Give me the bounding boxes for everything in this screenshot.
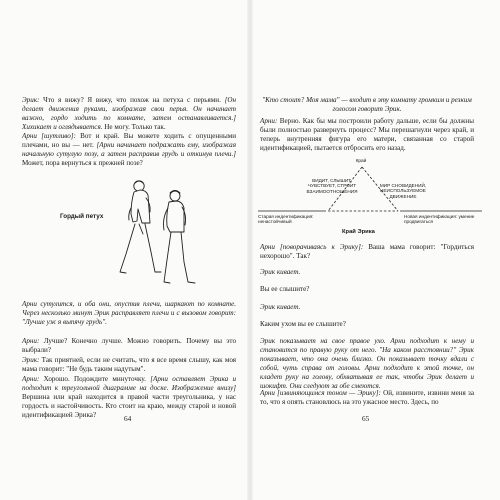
right-para3-text: Ваша мама говорит: "Гордиться нехорошо". Так? [260,243,474,261]
speaker-arni: Арни: [22,337,40,345]
page-number-right: 65 [362,414,370,423]
right-paragraph-3 [260,243,474,261]
right-para3-stage: [поворачиваясь к Эрику]: [274,243,364,251]
right-para9-stage: [извиняющимся тоном — Эрику]: [274,389,381,397]
right-line-5 [260,285,474,294]
left-para6-stage: [Арни оставляет Эрика и подходит к треугольной диаграмме на доске. Изображение внизу] [22,375,237,393]
diagram-title: Край Эрика [342,229,375,235]
right-paragraph-1 [260,96,474,114]
left-para6-tail: Вершина или край находится в правой части треугольника, у нас гордость и настойчивость. Кто стоит на краю, между старой и новой идентификацией Эрика? [22,393,236,420]
left-paragraph-4 [22,337,236,355]
left-para1-tail: Не могу. Только так. [102,123,166,132]
left-para2-stage: [шутливо]: [36,132,76,140]
left-para1-text: Что я вижу? Я вижу, что похож на петуха с перьями. [39,96,221,104]
diagram-right-label: МИР СНОВИДЕНИЙ, НЕИСПОЛЬЗУЕМОЕ ДВИЖЕНИЕ [379,183,427,199]
left-page [0,0,248,500]
left-para2-text: Вот и край. Вы можете ходить с опущенными плечами, но вы — нет. [22,132,236,150]
speaker-arni: Арни [22,132,37,140]
left-paragraph-1 [22,96,236,132]
left-para6-text: Хорошо. Подождите минуточку. [39,375,146,383]
left-para3-text: Арни сутулится, и оба они, опустив плечи, шаркают по комнате. Через несколько минут Эрик расправляет плечи и с вызовом говорит: "Лучше уж я выпячу грудь". [22,300,236,327]
speaker-arni: Арни [260,243,275,251]
left-para5-text: Так приятней, если не считать, что я все время слышу, как моя мама говорит: "Не будь таким надутым". [22,356,236,374]
left-paragraph-2 [22,132,236,168]
proud-rooster-illustration [118,174,208,294]
right-paragraph-8 [260,337,474,391]
diagram-new-identity: Новая индентификация: умение продвигаться [404,214,475,225]
right-para8-text: Эрик показывает на свое правое ухо. Арни подходит к нему и становится по правую руку от него. "На каком расстоянии?" Эрик показывает, что она очень близко. Он показывает точку вдали с собой, чуть справа от головы. Арни подходит к этой точке, он кладет руку на голову, обхватывая ее так, чтобы Эрик делает и шокифт. Они следуют за обе смеются. [260,337,474,391]
speaker-arni: Арни: [260,117,278,125]
right-line4-text: Эрик кивает. [260,268,301,276]
diagram-top-label: Край [355,158,367,163]
left-para2-stage2: [Арни начинает подражать ему, изображая начальную сутулую позу, а затем расправив грудь и откинув плечи.] [22,141,237,159]
left-para1-stage2: Хихикает и оглядывается. [22,123,103,132]
right-line-6 [260,303,474,312]
right-line-7 [260,320,474,329]
right-line5-text: Вы ее слышите? [260,285,310,293]
right-page [252,0,500,500]
figure-caption: Гордый петух [60,213,104,220]
speaker-erik: Эрик: [22,96,40,104]
left-para4-text: Лучше? Конечно лучше. Можно говорить. Почему вы это выбрали? [22,337,236,355]
left-para2-tail: Может, пора вернуться к прежней позе? [22,159,143,168]
right-line-4 [260,268,474,277]
diagram-old-identity: Старая индентификация: ненастойчивый [258,214,314,225]
right-para9-text: Ой, извините, извини меня за то, что я опять становлюсь на это ужасное место. Здесь, по [260,389,474,407]
right-para1-text: "Кто стоит? Моя мама" — входит в эту комнату громким и резким голосом говорит Эрик. [262,96,472,114]
diagram-left-label: ВИДИТ, СЛЫШИТ, ЧУВСТВУЕТ, СТРОИТ ВЗАИМООТНОШЕНИЯ [306,178,358,194]
right-paragraph-9 [260,389,474,407]
right-line7-text: Каким ухом вы ее слышите? [260,320,346,328]
left-para1-stage: [Он делает движения руками, изображая свои перья. Он начинает важно, гордо ходить по комнате, затем останавливается.] [22,96,236,123]
speaker-arni: Арни: [22,375,40,383]
right-line6-text: Эрик кивает. [260,303,301,311]
left-paragraph-3 [22,300,236,327]
right-paragraph-2 [260,117,474,153]
page-number-left: 64 [124,414,132,423]
speaker-erik: Эрик: [22,356,40,364]
left-paragraph-5 [22,356,236,374]
speaker-arni: Арни [260,389,275,397]
right-para2-text: Верно. Как бы мы построили работу дальше, если бы должны были полностью развернуть процесс? Мы перешагнули через край, и теперь внутренняя фигура его матери, связанная со старой идентификацией, пытается отбросить его назад. [260,117,474,153]
